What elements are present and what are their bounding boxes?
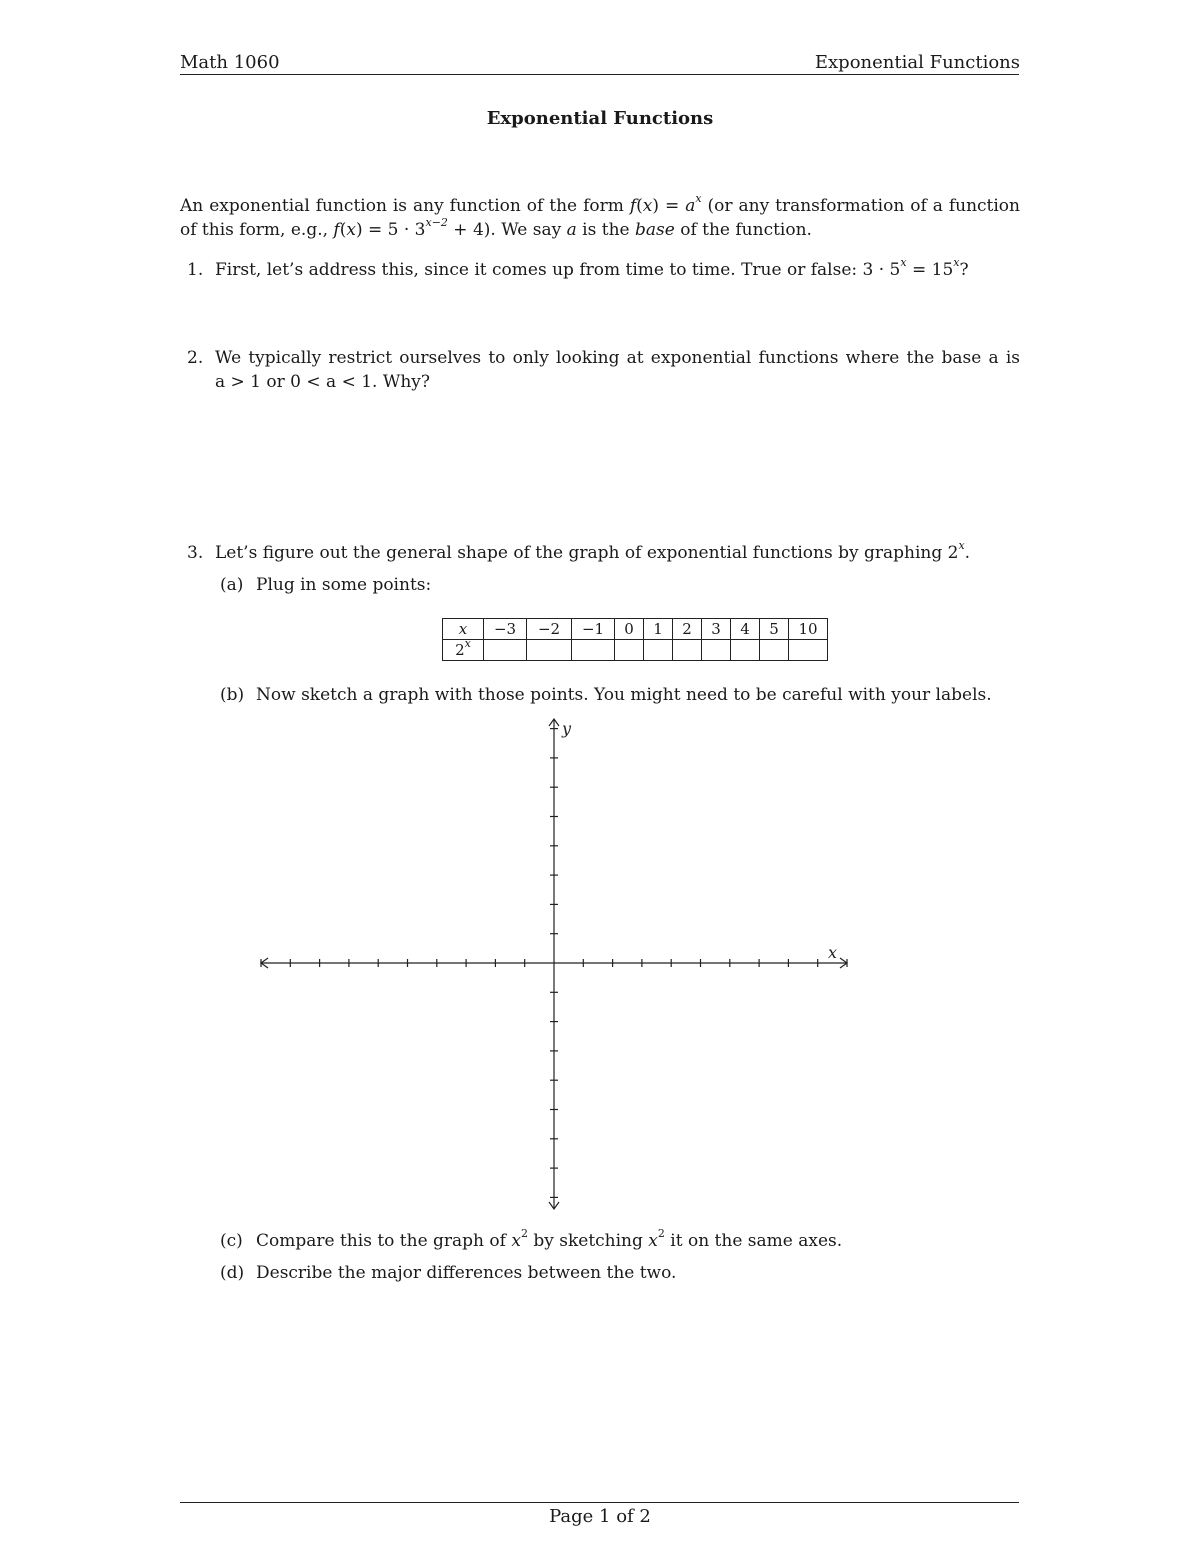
y-axis-label: y <box>562 719 572 738</box>
intro-line-2: of this form, e.g., $f(x) = 5 \cdot 3^{x-2} + 4$). We say a is the base of the function. <box>180 216 812 240</box>
q2-line-2: a > 1 or 0 < a < 1. Why? <box>215 372 430 392</box>
page-title: Exponential Functions <box>486 108 714 129</box>
q3c-label: (c) <box>220 1231 243 1251</box>
table-cell: 0 <box>615 619 644 640</box>
q3c-text: Compare this to the graph of $x^2$ by sketching $x^2$ it on the same axes. <box>256 1227 843 1251</box>
x-axis-label: x <box>828 943 838 962</box>
table-cell: 5 <box>760 619 789 640</box>
header-topic: Exponential Functions <box>814 52 1020 73</box>
q3-number: 3. <box>187 543 204 563</box>
q3d-text: Describe the major differences between the two. <box>256 1263 677 1283</box>
table-header-x: x <box>443 619 484 640</box>
q3a-text: Plug in some points: <box>256 575 432 595</box>
table-cell: 1 <box>644 619 673 640</box>
footer-rule <box>180 1502 1019 1503</box>
table-cell: 4 <box>731 619 760 640</box>
axes-group <box>261 719 847 1209</box>
table-cell: −2 <box>527 619 572 640</box>
q1-text: First, let’s address this, since it comes up from time to time. True or false: $3 \cdot 5^x = 15^x$? <box>215 256 969 280</box>
q3b-text: Now sketch a graph with those points. You might need to be careful with your labels. <box>256 685 992 705</box>
table-cell: −1 <box>572 619 615 640</box>
intro-line-1: An exponential function is any function of the form $f(x) = a^x$ (or any transformation of a function <box>180 192 1020 216</box>
table-cell: 3 <box>702 619 731 640</box>
q3a-label: (a) <box>220 575 244 595</box>
q2-number: 2. <box>187 348 204 368</box>
q2-line-1: We typically restrict ourselves to only looking at exponential functions where the base a is <box>215 348 1020 368</box>
header-course: Math 1060 <box>180 52 280 73</box>
table-cell: 2 <box>673 619 702 640</box>
q3d-label: (d) <box>220 1263 245 1283</box>
table-cell: 10 <box>789 619 828 640</box>
q3b-label: (b) <box>220 685 245 705</box>
table-cell: −3 <box>484 619 527 640</box>
table-header-2x: 2$^x$ <box>443 640 484 661</box>
page-number: Page 1 of 2 <box>549 1506 651 1527</box>
q3-text: Let’s figure out the general shape of the graph of exponential functions by graphing 2$^x$. <box>215 539 971 563</box>
q1-number: 1. <box>187 260 204 280</box>
